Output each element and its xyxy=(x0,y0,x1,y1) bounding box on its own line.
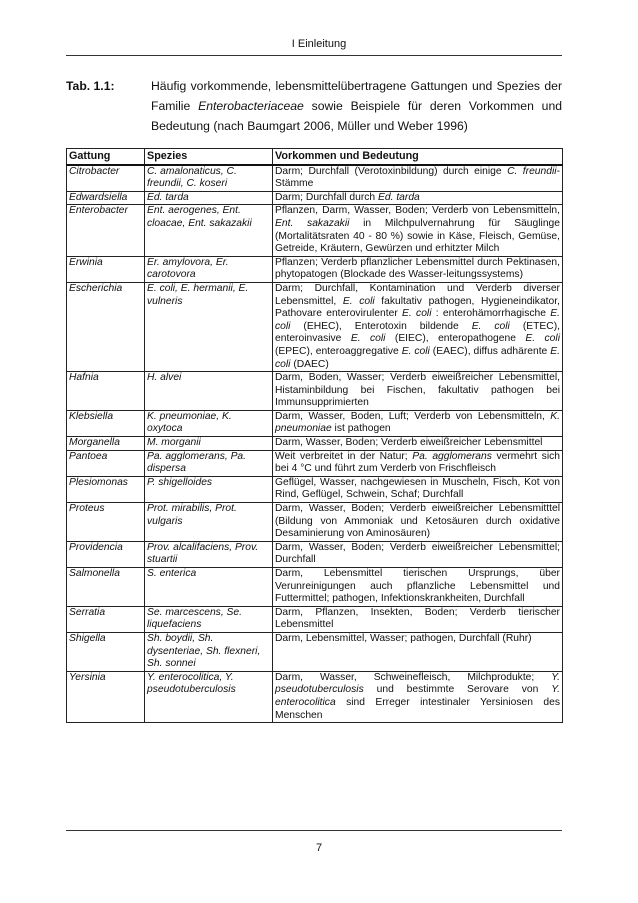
table-row xyxy=(67,205,563,256)
cell-spezies: Er. amylovora, Er. carotovora xyxy=(145,256,273,282)
cell-spezies: S. enterica xyxy=(145,568,273,607)
cell-gattung: Proteus xyxy=(67,503,145,542)
table-row xyxy=(67,568,563,607)
cell-vorkommen: Darm, Lebensmittel, Wasser; pathogen, Durchfall (Ruhr) xyxy=(273,632,563,671)
cell-vorkommen: Pflanzen, Darm, Wasser, Boden; Verderb von Lebensmitteln, Ent. sakazakii in Milchpulvernahrung für Säuglinge (Mortalitätsraten 40 - 80 %) sowie in Käse, Fleisch, Gemüse, Getreide, Kräutern, Gewürzen und erhitzter Milch xyxy=(273,205,563,256)
cell-vorkommen: Darm, Wasser, Boden; Verderb eiweißreicher Lebensmitttel (Bildung von Ammoniak und Ketosäuren durch oxidative Desaminierung von Aminosäuren) xyxy=(273,503,563,542)
cell-gattung: Plesiomonas xyxy=(67,476,145,502)
table-row xyxy=(67,632,563,671)
cell-spezies: Ed. tarda xyxy=(145,191,273,205)
cell-vorkommen: Darm, Wasser, Boden; Verderb eiweißreicher Lebensmittel; Durchfall xyxy=(273,541,563,567)
cell-gattung: Yersinia xyxy=(67,671,145,722)
cell-vorkommen: Darm; Durchfall, Kontamination und Verderb diverser Lebensmittel, E. coli fakultativ pathogen, Hygieneindikator, Pathovare enterovirulenter E. coli : enterohämorrhagische E. coli (EHEC), Enterotoxin bildende E. coli (ETEC), enteroinvasive E. coli (EIEC), enteropathogene E. coli (EPEC), enteroaggregative E. coli (EAEC), diffus adhärente E. coli (DAEC) xyxy=(273,282,563,371)
cell-vorkommen: Darm, Pflanzen, Insekten, Boden; Verderb tierischer Lebensmittel xyxy=(273,606,563,632)
cell-gattung: Citrobacter xyxy=(67,165,145,192)
cell-vorkommen: Darm, Lebensmittel tierischen Ursprungs, über Verunreinigungen auch pflanzliche Lebensmittel und Futtermittel; pathogen, Infektionskrankheiten, Durchfall xyxy=(273,568,563,607)
cell-gattung: Hafnia xyxy=(67,372,145,411)
table-row xyxy=(67,372,563,411)
table-row xyxy=(67,450,563,476)
table-row xyxy=(67,256,563,282)
cell-gattung: Salmonella xyxy=(67,568,145,607)
cell-spezies: Ent. aerogenes, Ent. cloacae, Ent. sakazakii xyxy=(145,205,273,256)
table-caption xyxy=(66,76,562,136)
cell-gattung: Edwardsiella xyxy=(67,191,145,205)
cell-spezies: H. alvei xyxy=(145,372,273,411)
cell-vorkommen: Darm; Durchfall (Verotoxinbildung) durch einige C. freundii-Stämme xyxy=(273,165,563,192)
header-rule xyxy=(66,55,562,56)
cell-spezies: K. pneumoniae, K. oxytoca xyxy=(145,410,273,436)
cell-spezies: Prov. alcalifaciens, Prov. stuartii xyxy=(145,541,273,567)
cell-vorkommen: Pflanzen; Verderb pflanzlicher Lebensmittel durch Pektinasen, phytopatogen (Blockade des Wasser-leitungssystems) xyxy=(273,256,563,282)
table-header-row xyxy=(67,149,563,165)
cell-gattung: Enterobacter xyxy=(67,205,145,256)
column-header-vorkommen: Vorkommen und Bedeutung xyxy=(273,149,563,165)
table-row xyxy=(67,282,563,371)
cell-gattung: Providencia xyxy=(67,541,145,567)
cell-gattung: Klebsiella xyxy=(67,410,145,436)
cell-gattung: Escherichia xyxy=(67,282,145,371)
cell-vorkommen: Weit verbreitet in der Natur; Pa. agglomerans vermehrt sich bei 4 °C und führt zum Verderb von Frischfleisch xyxy=(273,450,563,476)
table-row xyxy=(67,165,563,192)
cell-spezies: Y. enterocolitica, Y. pseudotuberculosis xyxy=(145,671,273,722)
cell-gattung: Morganella xyxy=(67,437,145,451)
cell-gattung: Shigella xyxy=(67,632,145,671)
table-row xyxy=(67,606,563,632)
cell-spezies: M. morganii xyxy=(145,437,273,451)
table-row xyxy=(67,503,563,542)
cell-spezies: C. amalonaticus, C. freundii, C. koseri xyxy=(145,165,273,192)
table-row xyxy=(67,541,563,567)
page-number: 7 xyxy=(315,842,323,854)
cell-vorkommen: Darm, Wasser, Boden; Verderb eiweißreicher Lebensmittel xyxy=(273,437,563,451)
cell-gattung: Erwinia xyxy=(67,256,145,282)
footer-rule xyxy=(66,830,562,831)
cell-spezies: E. coli, E. hermanii, E. vulneris xyxy=(145,282,273,371)
cell-spezies: Pa. agglomerans, Pa. dispersa xyxy=(145,450,273,476)
cell-vorkommen: Darm, Wasser, Schweinefleisch, Milchprodukte; Y. pseudotuberculosis und bestimmte Serovare von Y. enterocolitica sind Erreger intestinaler Yersiniosen des Menschen xyxy=(273,671,563,722)
cell-vorkommen: Darm, Boden, Wasser; Verderb eiweißreicher Lebensmittel, Histaminbildung bei Fischen, fakultativ pathogen bei Immunsupprimierten xyxy=(273,372,563,411)
table-row xyxy=(67,410,563,436)
enterobacteriaceae-table xyxy=(66,148,563,723)
table-row xyxy=(67,437,563,451)
column-header-gattung: Gattung xyxy=(67,149,145,165)
cell-spezies: Prot. mirabilis, Prot. vulgaris xyxy=(145,503,273,542)
caption-text: Häufig vorkommende, lebensmittelübertragene Gattungen und Spezies der Familie Enterobacteriaceae sowie Beispiele für deren Vorkommen und Bedeutung (nach Baumgart 2006, Müller und Weber 1996) xyxy=(151,79,563,133)
cell-spezies: Sh. boydii, Sh. dysenteriae, Sh. flexneri, Sh. sonnei xyxy=(145,632,273,671)
table-row xyxy=(67,671,563,722)
page-header-title: I Einleitung xyxy=(291,38,347,50)
cell-vorkommen: Darm, Wasser, Boden, Luft; Verderb von Lebensmitteln, K. pneumoniae ist pathogen xyxy=(273,410,563,436)
table-body xyxy=(67,165,563,723)
column-header-spezies: Spezies xyxy=(145,149,273,165)
table-row xyxy=(67,476,563,502)
cell-spezies: Se. marcescens, Se. liquefaciens xyxy=(145,606,273,632)
cell-gattung: Pantoea xyxy=(67,450,145,476)
table-row xyxy=(67,191,563,205)
caption-label: Tab. 1.1: xyxy=(66,79,115,93)
cell-vorkommen: Geflügel, Wasser, nachgewiesen in Muscheln, Fisch, Kot von Rind, Geflügel, Schwein, Schaf; Durchfall xyxy=(273,476,563,502)
cell-vorkommen: Darm; Durchfall durch Ed. tarda xyxy=(273,191,563,205)
cell-gattung: Serratia xyxy=(67,606,145,632)
cell-spezies: P. shigelloides xyxy=(145,476,273,502)
